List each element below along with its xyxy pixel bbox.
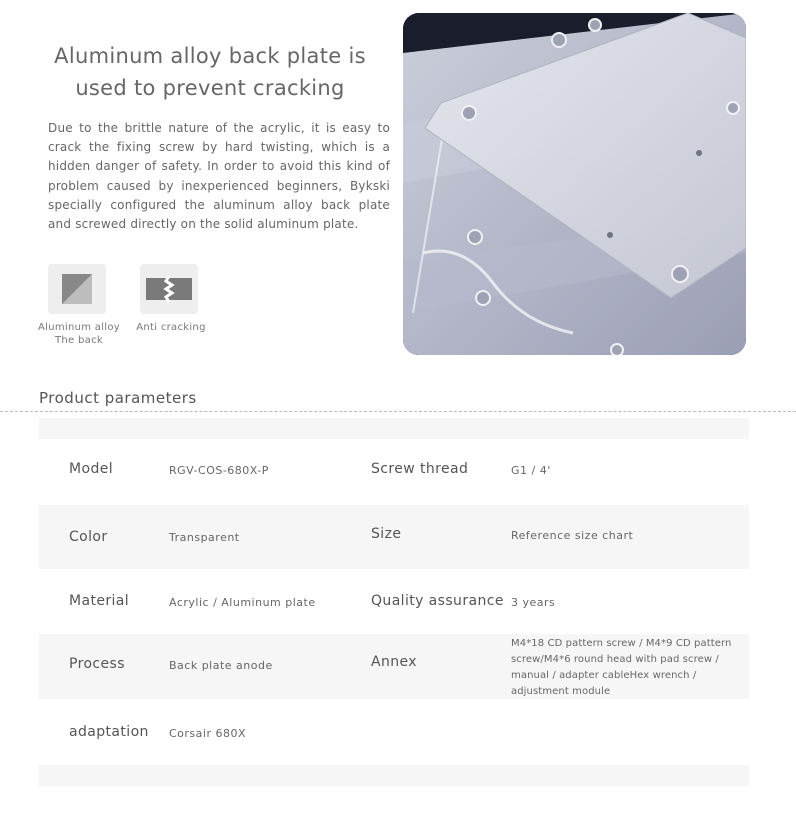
feature-label-aluminum-line-2: The back (55, 335, 103, 346)
param-label-material: Material (69, 593, 130, 609)
hero-description: Due to the brittle nature of the acrylic, it is easy to crack the fixing screw by hard twisting, which is a hidden danger of safety. In order to avoid this kind of problem caused by inexperienced beginners, Bykski specially configured the aluminum alloy back plate and screwed directly on the solid aluminum plate. (48, 121, 390, 232)
param-value-annex: M4*18 CD pattern screw / M4*9 CD pattern screw/M4*6 round head with pad screw / manual / adapter cableHex wrench / adjustment module (511, 638, 732, 697)
table-bottom-band (39, 765, 749, 786)
hero-title (40, 40, 380, 104)
param-value-model: RGV-COS-680X-P (169, 464, 269, 477)
table-row (39, 569, 749, 634)
table-row (39, 440, 749, 505)
feature-label-aluminum-line-1: Aluminum alloy (38, 322, 120, 333)
param-label-color: Color (69, 529, 108, 545)
feature-label-aluminum (30, 321, 128, 347)
hero-title-line-1: Aluminum alloy back plate is (54, 44, 366, 68)
table-row (39, 634, 749, 699)
param-value-quality-assurance: 3 years (511, 596, 556, 609)
param-label-adaptation: adaptation (69, 724, 149, 740)
param-label-quality-assurance: Quality assurance (371, 593, 504, 609)
param-label-screw-thread: Screw thread (371, 461, 469, 477)
anti-cracking-icon (140, 264, 198, 314)
hero-title-line-2: used to prevent cracking (75, 76, 345, 100)
param-value-process: Back plate anode (169, 659, 273, 672)
table-row (39, 505, 749, 569)
section-divider (0, 411, 796, 412)
param-label-annex: Annex (371, 654, 417, 670)
param-value-color: Transparent (169, 531, 240, 544)
param-value-adaptation: Corsair 680X (169, 727, 247, 740)
param-value-size: Reference size chart (511, 529, 634, 542)
param-label-process: Process (69, 656, 125, 672)
product-parameters-title: Product parameters (39, 389, 197, 407)
param-label-size: Size (371, 526, 402, 542)
param-label-model: Model (69, 461, 114, 477)
table-row (39, 699, 749, 765)
aluminum-back-plate-icon (48, 264, 106, 314)
feature-label-anti-cracking-line-1: Anti cracking (136, 322, 206, 333)
param-value-screw-thread: G1 / 4' (511, 464, 551, 477)
param-value-material: Acrylic / Aluminum plate (169, 596, 316, 609)
table-top-band (39, 418, 749, 439)
product-photo (403, 13, 746, 355)
feature-label-anti-cracking (126, 321, 216, 334)
